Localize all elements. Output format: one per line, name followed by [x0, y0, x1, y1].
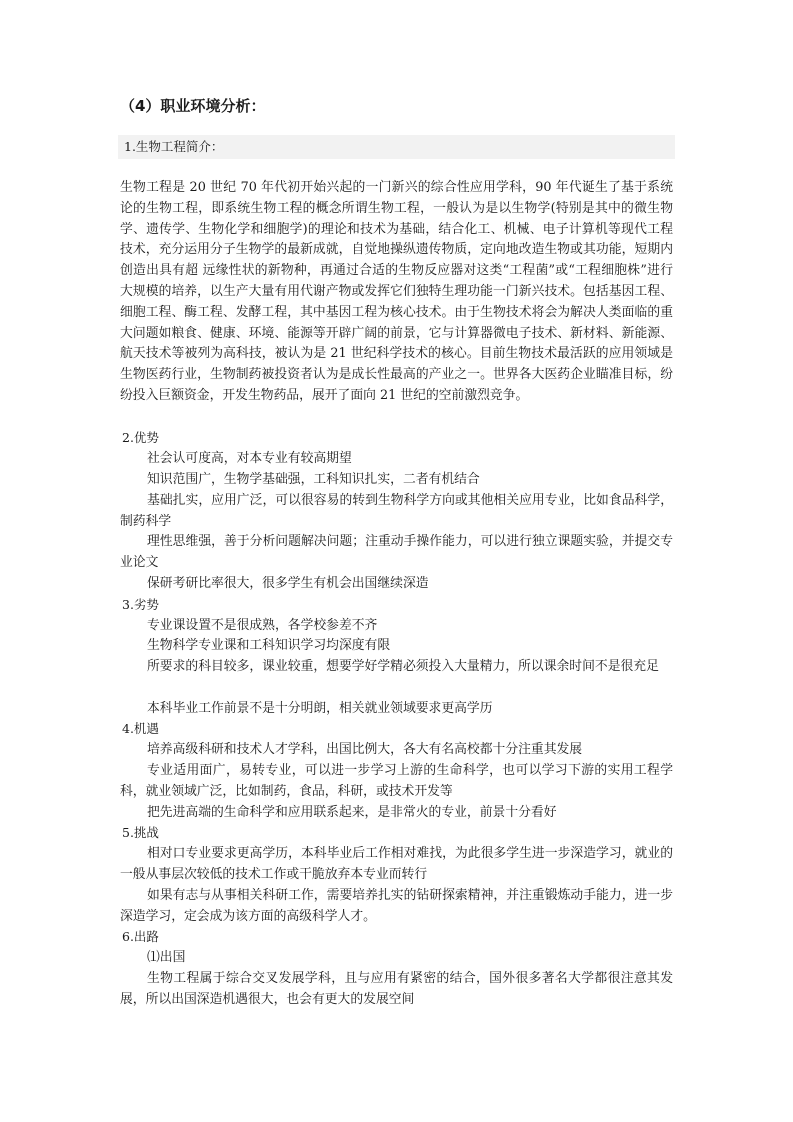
opportunity-item: 把先进高端的生命科学和应用联系起来，是非常火的专业，前景十分看好	[147, 805, 557, 820]
intro-title-box	[118, 135, 675, 159]
weakness-item: 专业课设置不是很成熟，各学校参差不齐	[147, 618, 378, 633]
strength-item: 社会认可度高，对本专业有较高期望	[147, 451, 352, 466]
path-item: 生物工程属于综合交叉发展学科，且与应用有紧密的结合，国外很多著名大学都很注意其发展，所以出国深造机遇很大，也会有更大的发展空间	[120, 971, 673, 1007]
challenge-item: 如果有志与从事相关科研工作，需要培养扎实的钻研探索精神，并注重锻炼动手能力，进一步深造学习，定会成为该方面的高级科学人才。	[120, 888, 673, 924]
intro-title: 1.生物工程简介：	[124, 139, 224, 154]
path-subheading: ⑴出国	[147, 950, 186, 965]
paths-title: 6.出路	[122, 929, 159, 944]
strength-item: 知识范围广，生物学基础强，工科知识扎实，二者有机结合	[147, 472, 480, 487]
opportunity-item: 专业适用面广，易转专业，可以进一步学习上游的生命科学，也可以学习下游的实用工程学科，就业领域广泛，比如制药，食品，科研，或技术开发等	[120, 763, 673, 799]
weakness-item: 所要求的科目较多，课业较重，想要学好学精必须投入大量精力，所以课余时间不是很充足	[147, 659, 659, 674]
intro-paragraph: 生物工程是 20 世纪 70 年代初开始兴起的一门新兴的综合性应用学科，90 年代诞生了基于系统论的生物工程，即系统生物工程的概念所谓生物工程，一般认为是以生物学(特别是其中的微生物学、遗传学、生物化学和细胞学)的理论和技术为基础，结合化工、机械、电子计算机等现代工程技术，充分运用分子生物学的最新成就，自觉地操纵遗传物质，定向地改造生物或其功能，短期内创造出具有超 远缘性状的新物种，再通过合适的生物反应器对这类“工程菌”或“工程细胞株”进行大规模的培养，以生产大量有用代谢产物或发挥它们独特生理功能一门新兴技术。包括基因工程、细胞工程、酶工程、发酵工程，其中基因工程为核心技术。由于生物技术将会为解决人类面临的重大问题如粮食、健康、环境、能源等开辟广阔的前景，它与计算器微电子技术、新材料、新能源、航天技术等被列为高科技，被认为是 21 世纪科学技术的核心。目前生物技术最活跃的应用领域是生物医药行业，生物制药被投资者认为是成长性最高的产业之一。世界各大医药企业瞄准目标，纷纷投入巨额资金，开发生物药品，展开了面向 21 世纪的空前激烈竞争。	[120, 180, 673, 403]
section-heading: （4）职业环境分析：	[120, 97, 266, 115]
opportunity-item: 培养高级科研和技术人才学科，出国比例大，各大有名高校都十分注重其发展	[147, 742, 583, 757]
weakness-item: 生物科学专业课和工科知识学习均深度有限	[147, 638, 391, 653]
challenge-item: 相对口专业要求更高学历，本科毕业后工作相对难找，为此很多学生进一步深造学习，就业的一般从事层次较低的技术工作或干脆放弃本专业而转行	[120, 846, 673, 882]
strength-item: 理性思维强，善于分析问题解决问题；注重动手操作能力，可以进行独立课题实验，并提交专业论文	[120, 534, 673, 570]
strength-item: 基础扎实，应用广泛，可以很容易的转到生物科学方向或其他相关应用专业，比如食品科学，制药科学	[120, 493, 673, 529]
strength-item: 保研考研比率很大，很多学生有机会出国继续深造	[147, 576, 429, 591]
strengths-title: 2.优势	[122, 430, 159, 445]
opportunities-title: 4.机遇	[122, 721, 159, 736]
challenges-title: 5.挑战	[122, 825, 159, 840]
weakness-item: 本科毕业工作前景不是十分明朗，相关就业领域要求更高学历	[147, 701, 493, 716]
weaknesses-title: 3.劣势	[122, 597, 159, 612]
